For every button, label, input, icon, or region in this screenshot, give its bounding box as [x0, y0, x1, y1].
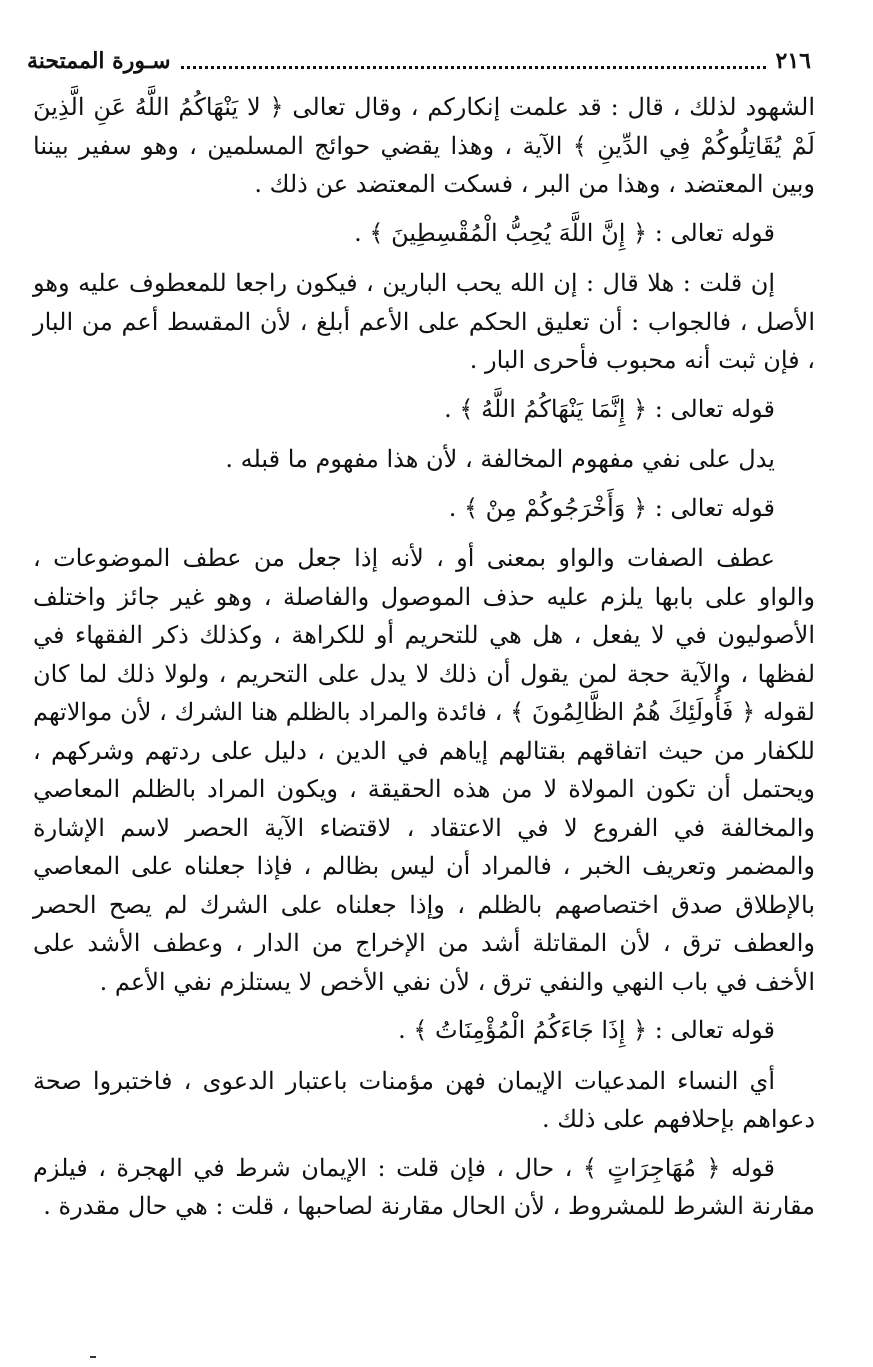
scan-mark [90, 1356, 96, 1358]
paragraph-2: إن قلت : هلا قال : إن الله يحب البارين ، فيكون راجعا للمعطوف عليه وهو الأصل ، فالجواب : أن تعليق الحكم على الأعم أبلغ ، لأن المقسط أعم من البار ، فإن ثبت أنه محبوب فأحرى البار . [33, 269, 815, 374]
verse-heading-3: قوله تعالى : ﴿ وَأَخْرَجُوكُمْ مِنْ ﴾ . [448, 493, 775, 522]
verse-heading-2: قوله تعالى : ﴿ إِنَّمَا يَنْهَاكُمُ اللَّهُ ﴾ . [444, 394, 775, 423]
paragraph-6: قوله ﴿ مُهَاجِرَاتٍ ﴾ ، حال ، فإن قلت : الإيمان شرط في الهجرة ، فيلزم مقارنة الشرط للمشروط ، لأن الحال مقارنة لصاحبها ، قلت : هي حال مقدرة . [33, 1153, 815, 1220]
paragraph-5: أي النساء المدعيات الإيمان فهن مؤمنات باعتبار الدعوى ، فاختبروا صحة دعواهم بإحلافهم على ذلك . [33, 1066, 815, 1133]
surah-title: سـورة الممتحنة [27, 48, 171, 74]
verse-heading-1: قوله تعالى : ﴿ إِنَّ اللَّهَ يُحِبُّ الْمُقْسِطِينَ ﴾ . [354, 218, 775, 247]
dotted-leader [181, 66, 766, 69]
running-header [27, 44, 811, 78]
verse-heading-4: قوله تعالى : ﴿ إِذَا جَاءَكُمُ الْمُؤْمِنَاتُ ﴾ . [398, 1016, 775, 1044]
page-body [33, 88, 815, 1236]
paragraph-4: عطف الصفات والواو بمعنى أو ، لأنه إذا جعل من عطف الموضوعات ، والواو على بابها يلزم عليه حذف الموصول والفاصلة ، وهو غير جائز واختلف الأصوليون في لا يفعل ، هل هي للتحريم أو للكراهة ، وكذلك ذكر الفقهاء في لفظها ، والآية حجة لمن يقول أن ذلك لا يدل على التحريم ، ولولا ذلك لما كان لقوله ﴿ فَأُولَئِكَ هُمُ الظَّالِمُونَ ﴾ ، فائدة والمراد بالظلم هنا الشرك ، لأن موالاتهم للكفار من حيث اتفاقهم بقتالهم إياهم في الدين ، دليل على ردتهم وشركهم ، ويحتمل أن تكون المولاة لا من هذه الحقيقة ، ويكون المراد بالظلم المعاصي والمخالفة في الفروع لا في الاعتقاد ، لاقتضاء الآية الحصر لاسم الإشارة والمضمر وتعريف الخبر ، فالمراد أن ليس بظالم ، فإذا جعلناه على المعاصي بالإطلاق صدق اختصاصهم بالظلم ، وإذا جعلناه على الشرك لم يصح الحصر والعطف ترق ، لأن المقاتلة أشد من الإخراج من الدار ، وعطف الأشد على الأخف في باب النهي والنفي ترق ، لأن نفي الأخص لا يستلزم نفي الأعم . [33, 544, 815, 996]
paragraph-3: يدل على نفي مفهوم المخالفة ، لأن هذا مفهوم ما قبله . [225, 445, 775, 473]
paragraph-1: الشهود لذلك ، قال : قد علمت إنكاركم ، وقال تعالى ﴿ لا يَنْهَاكُمُ اللَّهُ عَنِ الَّذِينَ لَمْ يُقَاتِلُوكُمْ فِي الدِّينِ ﴾ الآية ، وهذا يقضي حوائج المسلمين ، وهو سفير بيننا وبين المعتضد ، وهذا من البر ، فسكت المعتضد عن ذلك . [33, 93, 815, 198]
page-number: ٢١٦ [775, 48, 811, 74]
